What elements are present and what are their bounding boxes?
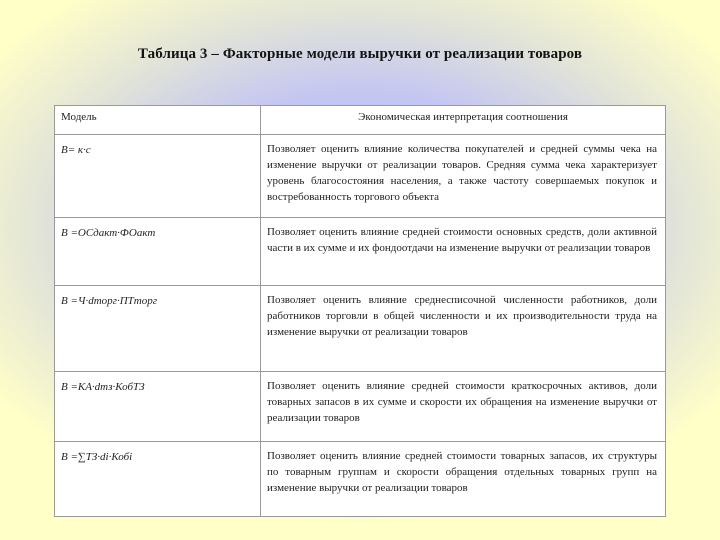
model-formula: В =ОСдакт·ФОакт	[55, 218, 261, 286]
factor-models-table	[54, 105, 666, 517]
table-row	[55, 372, 666, 442]
model-formula: В =Ч·dторг·ПТторг	[55, 286, 261, 372]
model-formula: В =КА·dтз·КобТЗ	[55, 372, 261, 442]
model-interpretation: Позволяет оценить влияние средней стоимости краткосрочных активов, доли товарных запасов в их сумме и скорости их обращения на изменение выручки от реализации товаров	[261, 372, 666, 442]
header-interpretation: Экономическая интерпретация соотношения	[261, 106, 666, 135]
model-interpretation: Позволяет оценить влияние количества покупателей и средней суммы чека на изменение выручки от реализации товаров. Средняя сумма чека характеризует уровень благосостояния населения, а также частоту совершаемых покупок и востребованность торгового объекта	[261, 135, 666, 218]
table-row	[55, 135, 666, 218]
model-interpretation: Позволяет оценить влияние среднесписочной численности работников, доли работников торговли в общей численности и их производительности труда на изменение выручки от реализации товаров	[261, 286, 666, 372]
table-row	[55, 286, 666, 372]
model-interpretation: Позволяет оценить влияние средней стоимости товарных запасов, их структуры по товарным группам и скорости обращения отдельных товарных групп на изменение выручки от реализации товаров	[261, 442, 666, 517]
header-model: Модель	[55, 106, 261, 135]
table-row	[55, 218, 666, 286]
model-interpretation: Позволяет оценить влияние средней стоимости основных средств, доли активной части в их сумме и их фондоотдачи на изменение выручки от реализации товаров	[261, 218, 666, 286]
table-header-row	[55, 106, 666, 135]
model-formula: В =∑ТЗ·di·Кобi	[55, 442, 261, 517]
slide-title: Таблица 3 – Факторные модели выручки от реализации товаров	[137, 46, 583, 62]
model-formula: В= к·с	[55, 135, 261, 218]
table-row	[55, 442, 666, 517]
